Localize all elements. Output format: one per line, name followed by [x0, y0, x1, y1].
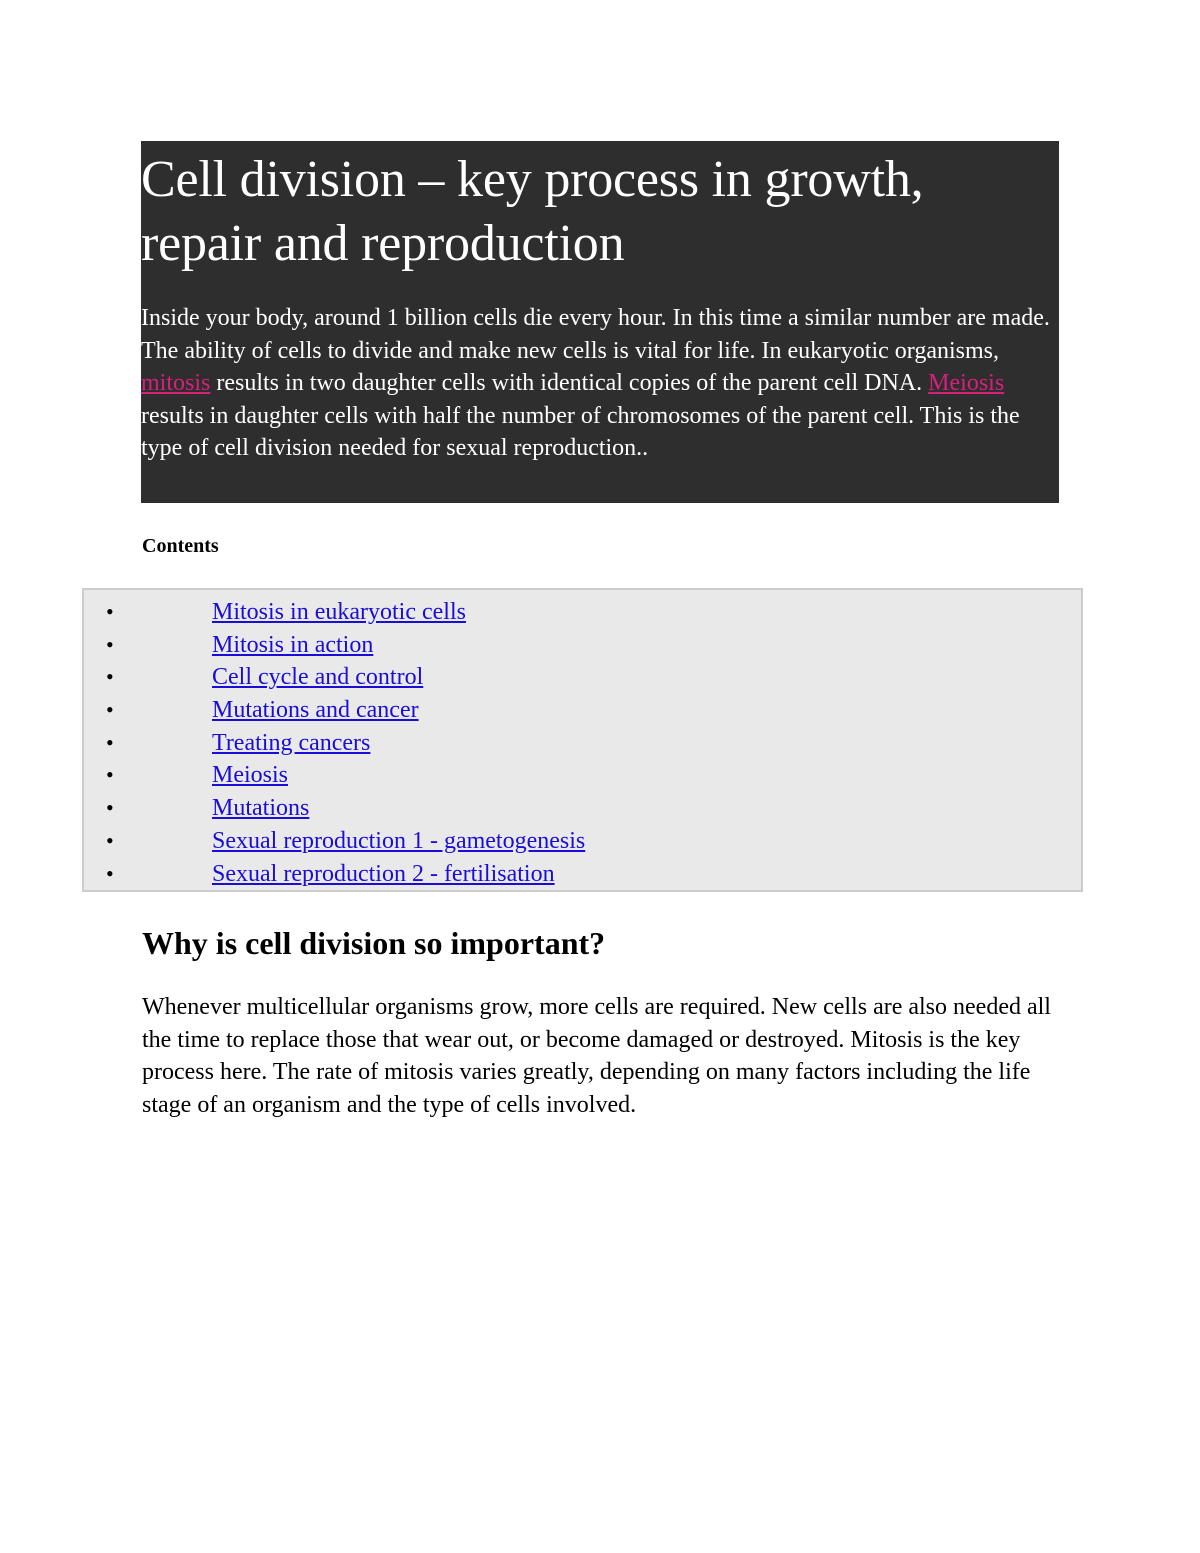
intro-text-2: results in two daughter cells with identical copies of the parent cell DNA. — [210, 370, 929, 397]
toc-link-meiosis[interactable]: Meiosis — [212, 762, 289, 789]
toc-link-mutations-and-cancer[interactable]: Mutations and cancer — [212, 697, 419, 724]
toc-link-mitosis-in-eukaryotic-cells[interactable]: Mitosis in eukaryotic cells — [212, 599, 466, 625]
page-title: Cell division – key process in growth, repair and reproduction — [141, 151, 924, 272]
section-heading: Why is cell division so important? — [142, 925, 606, 961]
toc-item-mitosis-in-action — [84, 629, 1081, 662]
toc-link-mutations[interactable]: Mutations — [212, 795, 310, 822]
toc-item-treating-cancers — [84, 727, 1081, 760]
contents-heading: Contents — [142, 535, 219, 557]
toc-item-mutations-and-cancer — [84, 694, 1081, 727]
bullet-icon: • — [106, 664, 114, 690]
toc-list — [84, 590, 1081, 890]
bullet-icon: • — [106, 697, 114, 723]
toc-item-sexual-reproduction-1 — [84, 825, 1081, 858]
toc-item-meiosis — [84, 759, 1081, 792]
bullet-icon: • — [106, 827, 114, 853]
toc-item-mutations — [84, 792, 1081, 825]
toc-link-sexual-reproduction-2[interactable]: Sexual reproduction 2 - fertilisation — [212, 860, 555, 887]
mitosis-link[interactable]: mitosis — [141, 370, 211, 397]
intro-text-1: Inside your body, around 1 billion cells die every hour. In this time a similar number are made. The ability of cells to divide and make new cells is vital for life. In eukaryotic organisms, — [141, 305, 1050, 364]
bullet-icon: • — [106, 860, 114, 886]
bullet-icon: • — [106, 762, 114, 788]
toc-item-cell-cycle-and-control — [84, 661, 1081, 694]
bullet-icon: • — [106, 729, 114, 755]
toc-item-mitosis-in-eukaryotic-cells — [84, 596, 1081, 629]
toc-item-sexual-reproduction-2 — [84, 858, 1081, 891]
intro-paragraph — [141, 302, 1055, 465]
toc-link-mitosis-in-action[interactable]: Mitosis in action — [212, 631, 374, 658]
toc-link-sexual-reproduction-1[interactable]: Sexual reproduction 1 - gametogenesis — [212, 827, 586, 854]
table-of-contents — [82, 588, 1083, 892]
section-paragraph: Whenever multicellular organisms grow, more cells are required. New cells are also needed all the time to replace those that wear out, or become damaged or destroyed. Mitosis is the key process here. The rate of mitosis varies greatly, depending on many factors including the life stage of an organism and the type of cells involved. — [142, 994, 1051, 1118]
bullet-icon: • — [106, 631, 114, 657]
bullet-icon: • — [106, 795, 114, 821]
toc-link-treating-cancers[interactable]: Treating cancers — [212, 729, 371, 756]
toc-link-cell-cycle-and-control[interactable]: Cell cycle and control — [212, 664, 424, 691]
bullet-icon: • — [106, 599, 114, 624]
intro-text-3: results in daughter cells with half the number of chromosomes of the parent cell. This is the type of cell division needed for sexual reproduction.. — [141, 402, 1020, 462]
meiosis-link[interactable]: Meiosis — [928, 370, 1005, 397]
hero-banner — [141, 141, 1059, 503]
